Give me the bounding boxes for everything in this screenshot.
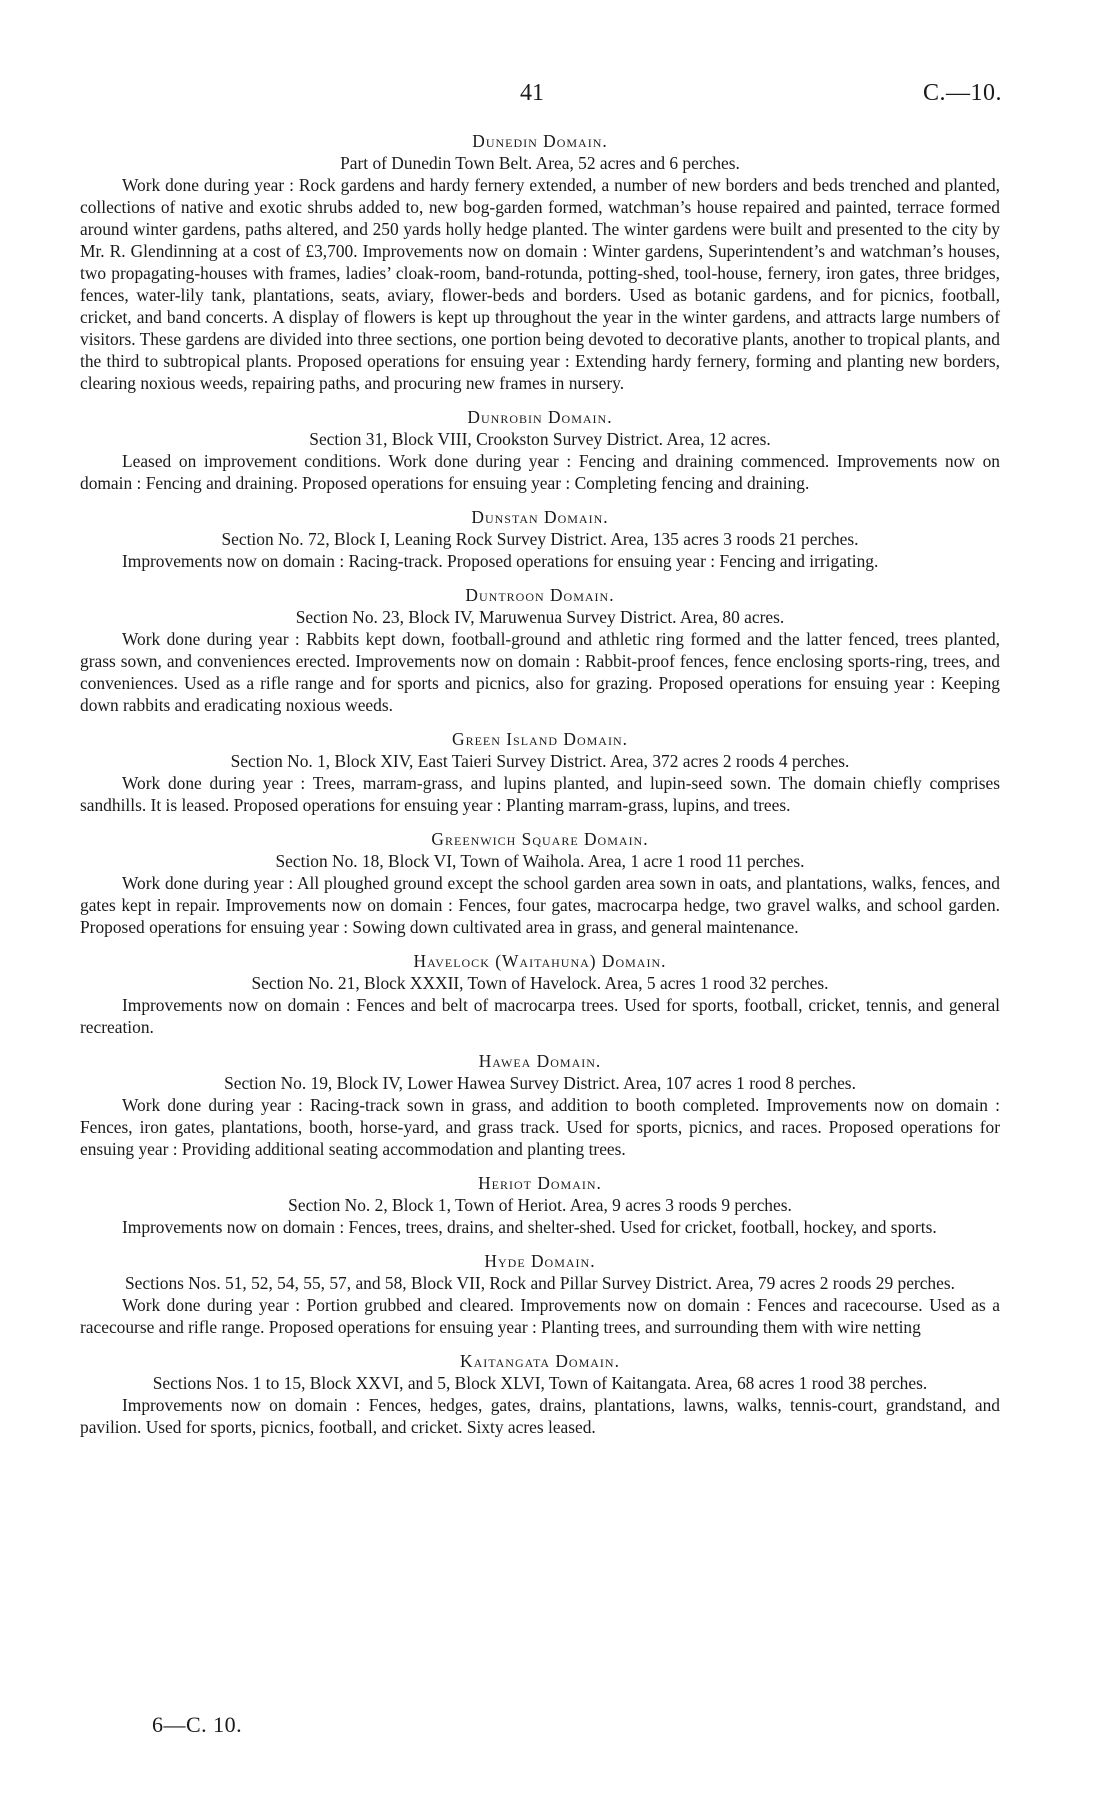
section-spacer	[80, 494, 1000, 506]
section-title: Dunrobin Domain.	[467, 407, 613, 427]
document-reference: C.—10.	[922, 80, 1002, 106]
section-paragraph: Improvements now on domain : Fences and belt of macrocarpa trees. Used for sports, football, cricket, tennis, and general recreation.	[80, 995, 1000, 1037]
section-location: Section No. 18, Block VI, Town of Waihola. Area, 1 acre 1 rood 11 perches.	[275, 851, 805, 871]
domain-section	[80, 938, 1000, 1038]
section-title: Duntroon Domain.	[465, 585, 615, 605]
section-paragraph: Improvements now on domain : Fences, trees, drains, and shelter-shed. Used for cricket, football, hockey, and sports.	[122, 1217, 937, 1237]
section-location: Sections Nos. 1 to 15, Block XXVI, and 5, Block XLVI, Town of Kaitangata. Area, 68 acres 1 rood 38 perches.	[152, 1373, 928, 1393]
section-location: Section No. 72, Block I, Leaning Rock Survey District. Area, 135 acres 3 roods 21 perches.	[221, 529, 859, 549]
section-spacer	[80, 572, 1000, 584]
section-spacer	[80, 394, 1000, 406]
section-location: Sections Nos. 51, 52, 54, 55, 57, and 58, Block VII, Rock and Pillar Survey District. Area, 79 acres 2 roods 29 perches.	[125, 1273, 955, 1293]
section-spacer	[80, 816, 1000, 828]
domain-section	[80, 394, 1000, 494]
section-paragraph: Work done during year : Rock gardens and hardy fernery extended, a number of new borders and beds trenched and planted, collections of native and exotic shrubs added to, new bog-garden formed, watchman’s house repaired and painted, terrace formed around winter gardens, paths altered, and 250 yards holly hedge planted. The winter gardens were built and presented to the city by Mr. R. Glendinning at a cost of £3,700. Improvements now on domain : Winter gardens, Superintendent’s and watchman’s houses, two propagating-houses with frames, ladies’ cloak-room, band-rotunda, potting-shed, tool-house, fernery, iron gates, three bridges, fences, water-lily tank, plantations, seats, aviary, flower-beds and borders. Used as botanic gardens, and for picnics, football, cricket, and band concerts. A display of flowers is kept up throughout the year in the winter gardens, and attracts large numbers of visitors. These gardens are divided into three sections, one portion being devoted to decorative plants, another to tropical plants, and the third to subtropical plants. Proposed operations for ensuing year : Extending hardy fernery, forming and planting new borders, clearing noxious weeds, repairing paths, and procuring new frames in nursery.	[80, 175, 1000, 393]
section-location: Section No. 19, Block IV, Lower Hawea Survey District. Area, 107 acres 1 rood 8 perches.	[224, 1073, 856, 1093]
section-paragraph: Improvements now on domain : Racing-track. Proposed operations for ensuing year : Fencing and irrigating.	[122, 551, 879, 571]
section-paragraph: Work done during year : All ploughed ground except the school garden area sown in oats, and plantations, walks, fences, and gates kept in repair. Improvements now on domain : Fences, four gates, macrocarpa hedge, two gravel walks, and school garden. Proposed operations for ensuing year : Sowing down cultivated area in grass, and general maintenance.	[80, 873, 1000, 937]
domain-section	[80, 1238, 1000, 1338]
section-spacer	[80, 716, 1000, 728]
domain-section	[80, 130, 1000, 394]
domain-section	[80, 1338, 1000, 1438]
section-location: Section No. 21, Block XXXII, Town of Havelock. Area, 5 acres 1 rood 32 perches.	[251, 973, 829, 993]
section-title: Kaitangata Domain.	[460, 1351, 620, 1371]
section-title: Heriot Domain.	[478, 1173, 602, 1193]
domain-section	[80, 1160, 1000, 1238]
page-body	[80, 130, 1000, 1438]
section-spacer	[80, 1038, 1000, 1050]
section-title: Greenwich Square Domain.	[431, 829, 649, 849]
domain-section	[80, 1038, 1000, 1160]
section-location: Section No. 2, Block 1, Town of Heriot. Area, 9 acres 3 roods 9 perches.	[288, 1195, 792, 1215]
section-paragraph: Work done during year : Trees, marram-grass, and lupins planted, and lupin-seed sown. The domain chiefly comprises sandhills. It is leased. Proposed operations for ensuing year : Planting marram-grass, lupins, and trees.	[80, 773, 1000, 815]
domain-section	[80, 716, 1000, 816]
section-spacer	[80, 938, 1000, 950]
section-spacer	[80, 1160, 1000, 1172]
section-paragraph: Work done during year : Rabbits kept down, football-ground and athletic ring formed and the latter fenced, trees planted, grass sown, and conveniences erected. Improvements now on domain : Rabbit-proof fences, fence enclosing sports-ring, trees, and conveniences. Used as a rifle range and for sports and picnics, also for grazing. Proposed operations for ensuing year : Keeping down rabbits and eradicating noxious weeds.	[80, 629, 1000, 715]
section-location: Section No. 1, Block XIV, East Taieri Survey District. Area, 372 acres 2 roods 4 perches.	[230, 751, 850, 771]
section-location: Section No. 23, Block IV, Maruwenua Survey District. Area, 80 acres.	[295, 607, 785, 627]
section-title: Hawea Domain.	[478, 1051, 602, 1071]
section-paragraph: Improvements now on domain : Fences, hedges, gates, drains, plantations, lawns, walks, tennis-court, grandstand, and pavilion. Used for sports, picnics, football, and cricket. Sixty acres leased.	[80, 1395, 1000, 1437]
section-paragraph: Work done during year : Racing-track sown in grass, and addition to booth completed. Improvements now on domain : Fences, iron gates, plantations, booth, horse-yard, and grass track. Used for sports, picnics, and races. Proposed operations for ensuing year : Providing additional seating accommodation and planting trees.	[80, 1095, 1000, 1159]
section-paragraph: Leased on improvement conditions. Work done during year : Fencing and draining commenced. Improvements now on domain : Fencing and draining. Proposed operations for ensuing year : Completing fencing and draining.	[80, 451, 1000, 493]
section-title: Havelock (Waitahuna) Domain.	[413, 951, 667, 971]
section-spacer	[80, 1238, 1000, 1250]
section-location: Part of Dunedin Town Belt. Area, 52 acres and 6 perches.	[340, 153, 740, 173]
section-title: Green Island Domain.	[452, 729, 628, 749]
domain-section	[80, 494, 1000, 572]
domain-section	[80, 572, 1000, 716]
section-title: Dunedin Domain.	[472, 131, 608, 151]
domain-section	[80, 816, 1000, 938]
page-header	[0, 80, 1114, 114]
section-title: Hyde Domain.	[484, 1251, 596, 1271]
section-location: Section 31, Block VIII, Crookston Survey District. Area, 12 acres.	[309, 429, 771, 449]
printer-signature: 6—C. 10.	[152, 1712, 243, 1737]
page-number: 41	[520, 80, 544, 106]
section-spacer	[80, 1338, 1000, 1350]
section-paragraph: Work done during year : Portion grubbed and cleared. Improvements now on domain : Fences and racecourse. Used as a racecourse and rifle range. Proposed operations for ensuing year : Planting trees, and surrounding them with wire netting	[80, 1295, 1000, 1337]
section-title: Dunstan Domain.	[471, 507, 609, 527]
